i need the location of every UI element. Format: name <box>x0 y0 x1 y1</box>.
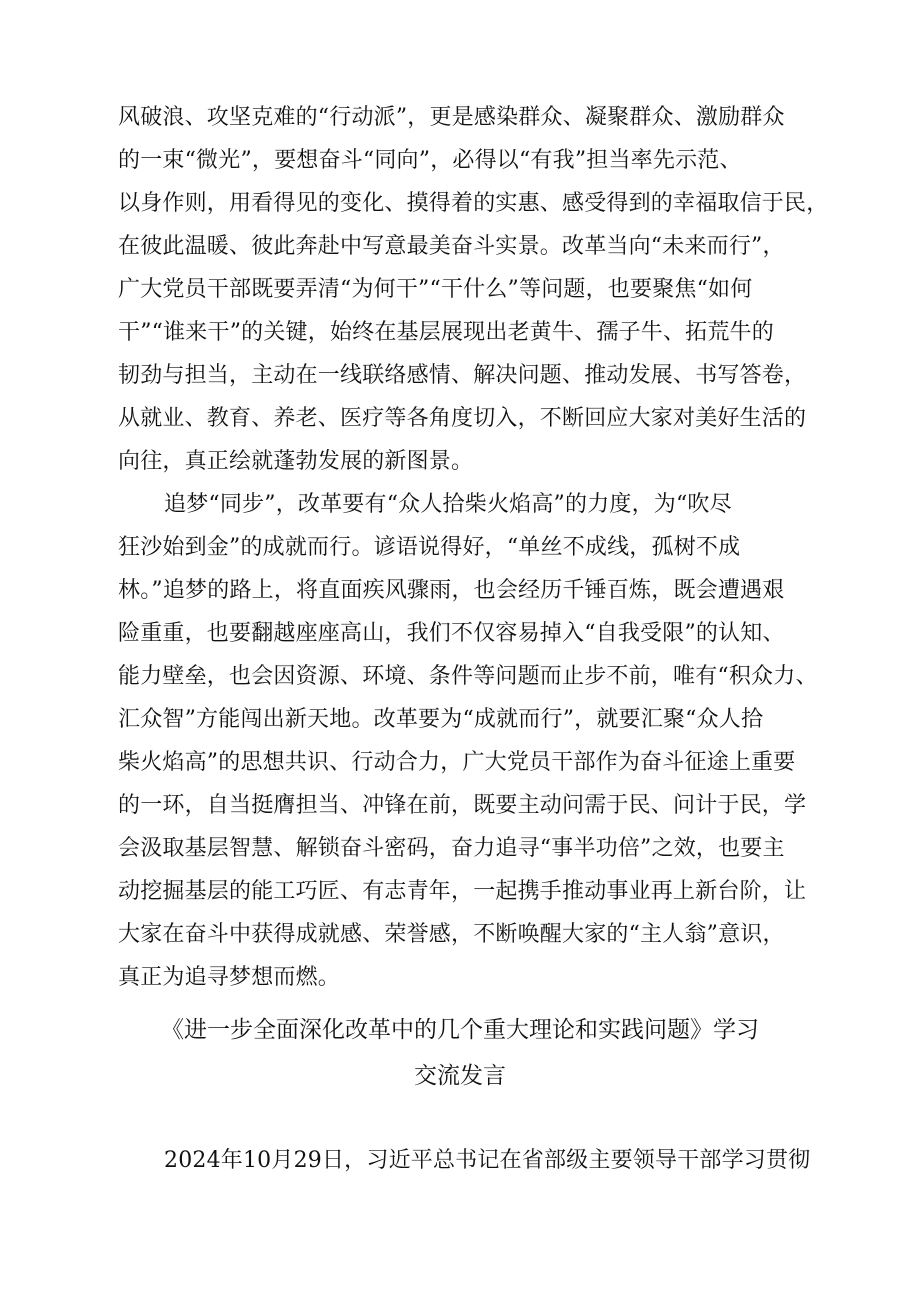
paragraph-2-line-11: 大家在奋斗中获得成就感、荣誉感，不断唤醒大家的“主人翁”意识， <box>118 922 785 947</box>
paragraph-1-line-1: 风破浪、攻坚克难的“行动派”，更是感染群众、凝聚群众、激励群众 <box>118 105 785 130</box>
paragraph-1-line-6: 干”“谁来干”的关键，始终在基层展现出老黄牛、孺子牛、拓荒牛的 <box>118 320 774 345</box>
paragraph-2-line-10: 动挖掘基层的能工巧匠、有志青年，一起携手推动事业再上新台阶，让 <box>118 879 807 904</box>
paragraph-2-line-3: 林。”追梦的路上，将直面疾风骤雨，也会经历千锤百炼，既会遭遇艰 <box>118 578 785 603</box>
paragraph-2-line-12: 真正为追寻梦想而燃。 <box>118 965 341 990</box>
section-title-line-1: 《进一步全面深化改革中的几个重大理论和实践问题》学习 <box>161 1017 759 1043</box>
paragraph-3-line-1: 2024年10月29日，习近平总书记在省部级主要领导干部学习贯彻 <box>164 1148 811 1173</box>
paragraph-2-line-8: 的一环，自当挺膺担当、冲锋在前，既要主动问需于民、问计于民，学 <box>118 793 807 818</box>
paragraph-1-line-9: 向往，真正绘就蓬勃发展的新图景。 <box>118 449 474 474</box>
paragraph-1-line-2: 的一束“微光”，要想奋斗“同向”，必得以“有我”担当率先示范、 <box>118 148 742 173</box>
paragraph-1-line-8: 从就业、教育、养老、医疗等各角度切入，不断回应大家对美好生活的 <box>118 406 807 431</box>
paragraph-2-line-6: 汇众智”方能闯出新天地。改革要为“成就而行”，就要汇聚“众人拾 <box>118 707 764 732</box>
paragraph-2-line-2: 狂沙始到金”的成就而行。谚语说得好，“单丝不成线，孤树不成 <box>118 535 741 560</box>
paragraph-2-line-5: 能力壁垒，也会因资源、环境、条件等问题而止步不前，唯有“积众力、 <box>118 664 818 689</box>
paragraph-2-line-1: 追梦“同步”，改革要有“众人拾柴火焰高”的力度，为“吹尽 <box>164 492 732 517</box>
section-title-line-2: 交流发言 <box>414 1063 506 1089</box>
paragraph-2-line-7: 柴火焰高”的思想共识、行动合力，广大党员干部作为奋斗征途上重要 <box>118 750 796 775</box>
paragraph-1-line-5: 广大党员干部既要弄清“为何干”“干什么”等问题，也要聚焦“如何 <box>118 277 753 302</box>
paragraph-1-line-7: 韧劲与担当，主动在一线联络感情、解决问题、推动发展、书写答卷， <box>118 363 807 388</box>
paragraph-2-line-9: 会汲取基层智慧、解锁奋斗密码，奋力追寻“事半功倍”之效，也要主 <box>118 836 785 861</box>
paragraph-1-line-3: 以身作则，用看得见的变化、摸得着的实惠、感受得到的幸福取信于民， <box>118 191 829 216</box>
paragraph-2-line-4: 险重重，也要翻越座座高山，我们不仅容易掉入“自我受限”的认知、 <box>118 621 785 646</box>
paragraph-1-line-4: 在彼此温暖、彼此奔赴中写意最美奋斗实景。改革当向“未来而行”， <box>118 234 785 259</box>
